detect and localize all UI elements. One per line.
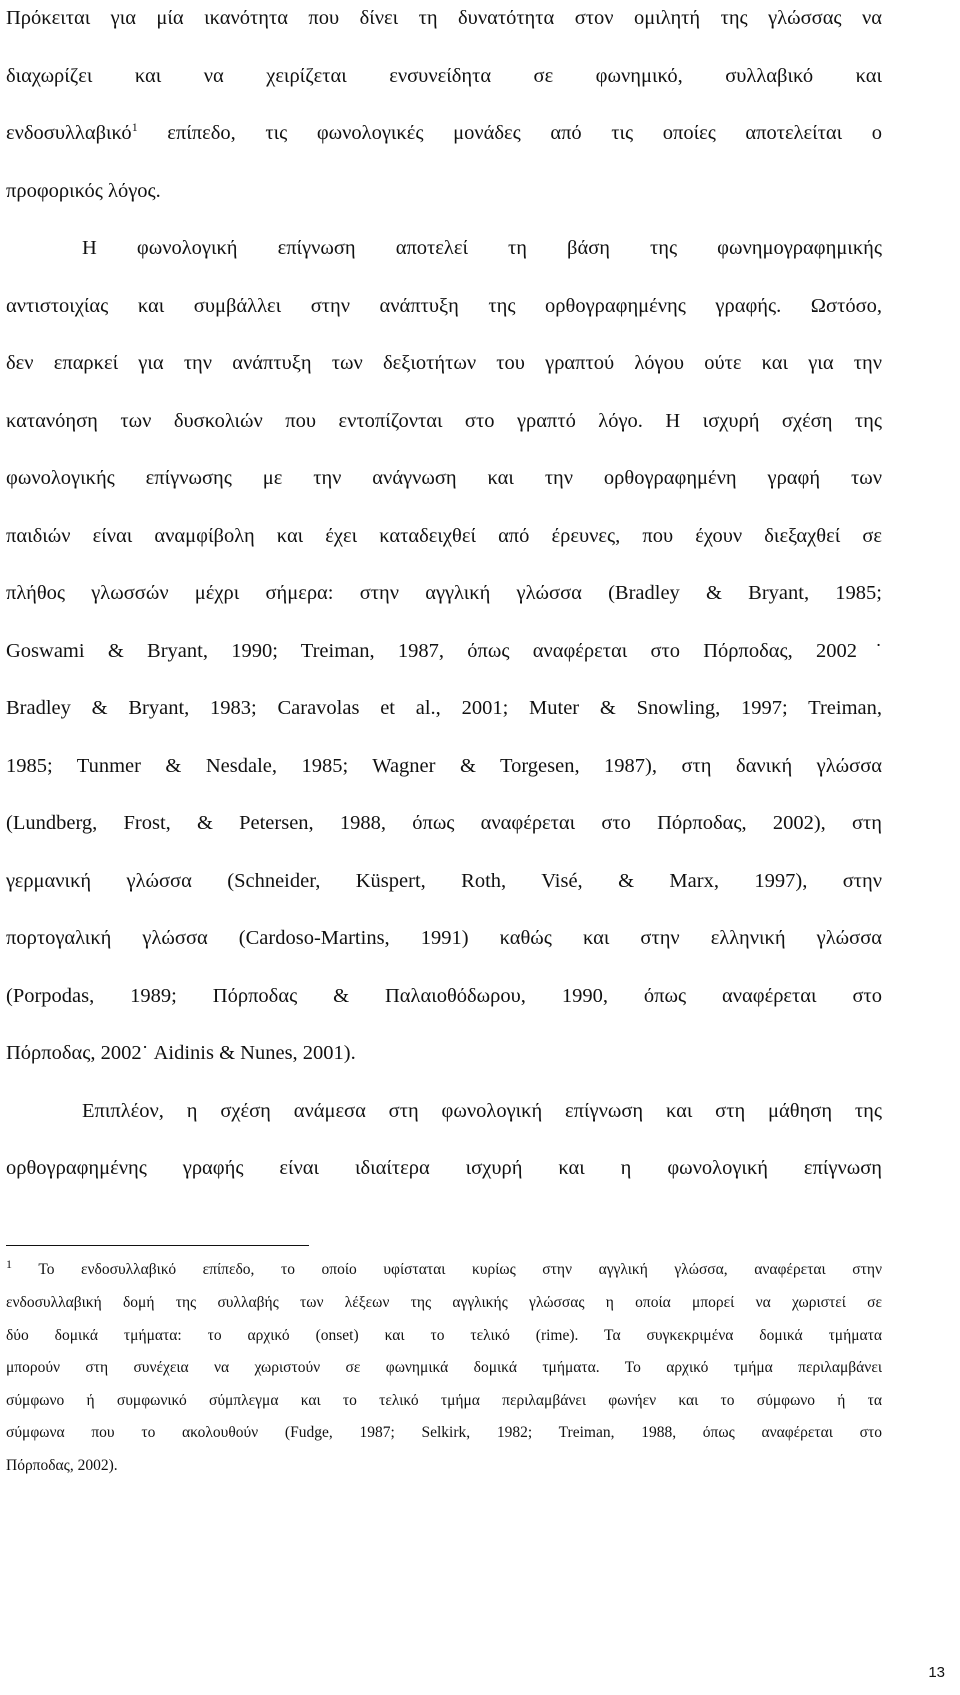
body-line-6: αντιστοιχίας και συμβάλλει στην ανάπτυξη της ορθογραφημένης γραφής. Ωστόσο,	[6, 295, 882, 317]
footnote-line-6: σύμφωνα που το ακολουθούν (Fudge, 1987; Selkirk, 1982; Treiman, 1988, όπως αναφέρεται στο	[6, 1424, 882, 1441]
body-line-11: πλήθος γλωσσών μέχρι σήμερα: στην αγγλική γλώσσα (Bradley & Bryant, 1985;	[6, 582, 882, 604]
body-line-3-start: ενδοσυλλαβικό	[6, 122, 132, 144]
footnote-line-4: μπορούν στη συνέχεια να χωριστούν σε φωνημικά δομικά τμήματα. Το αρχικό τμήμα περιλαμβάνει	[6, 1359, 882, 1376]
body-line-12: Goswami & Bryant, 1990; Treiman, 1987, όπως αναφέρεται στο Πόρποδας, 2002˙	[6, 640, 882, 662]
body-line-5: Η φωνολογική επίγνωση αποτελεί τη βάση της φωνημογραφημικής	[82, 237, 882, 259]
body-line-3-end: επίπεδο, τις φωνολογικές μονάδες από τις οποίες αποτελείται ο	[167, 122, 883, 144]
body-line-16: γερμανική γλώσσα (Schneider, Küspert, Roth, Visé, & Marx, 1997), στην	[6, 870, 882, 892]
body-line-15: (Lundberg, Frost, & Petersen, 1988, όπως αναφέρεται στο Πόρποδας, 2002), στη	[6, 812, 882, 834]
body-line-19: Πόρποδας, 2002˙ Aidinis & Nunes, 2001).	[6, 1042, 356, 1064]
footnote-line-3: δύο δομικά τμήματα: το αρχικό (onset) και το τελικό (rime). Τα συγκεκριμένα δομικά τμήματα	[6, 1327, 882, 1344]
body-line-7: δεν επαρκεί για την ανάπτυξη των δεξιοτήτων του γραπτού λόγου ούτε και για την	[6, 352, 882, 374]
footnote-separator	[6, 1245, 309, 1246]
body-line-13: Bradley & Bryant, 1983; Caravolas et al., 2001; Muter & Snowling, 1997; Treiman,	[6, 697, 882, 719]
body-line-8: κατανόηση των δυσκολιών που εντοπίζονται στο γραπτό λόγο. Η ισχυρή σχέση της	[6, 410, 882, 432]
page-number: 13	[928, 1664, 945, 1681]
footnote-line-2: ενδοσυλλαβική δομή της συλλαβής των λέξεων της αγγλικής γλώσσας η οποία μπορεί να χωριστεί σε	[6, 1294, 882, 1311]
footnote-line-5: σύμφωνο ή συμφωνικό σύμπλεγμα και το τελικό τμήμα περιλαμβάνει φωνήεν και το σύμφωνο ή τα	[6, 1392, 882, 1409]
body-line-20: Επιπλέον, η σχέση ανάμεσα στη φωνολογική επίγνωση και στη μάθηση της	[82, 1100, 882, 1122]
body-line-18: (Porpodas, 1989; Πόρποδας & Παλαιοθόδωρου, 1990, όπως αναφέρεται στο	[6, 985, 882, 1007]
body-line-14: 1985; Tunmer & Nesdale, 1985; Wagner & Torgesen, 1987), στη δανική γλώσσα	[6, 755, 882, 777]
body-line-1: Πρόκειται για μία ικανότητα που δίνει τη δυνατότητα στον ομιλητή της γλώσσας να	[6, 7, 882, 29]
body-line-21: ορθογραφημένης γραφής είναι ιδιαίτερα ισχυρή και η φωνολογική επίγνωση	[6, 1157, 882, 1179]
body-line-3	[6, 121, 882, 145]
footnote-reference: 1	[131, 120, 138, 135]
body-line-9: φωνολογικής επίγνωσης με την ανάγνωση και την ορθογραφημένη γραφή των	[6, 467, 882, 489]
footnote-line-7: Πόρποδας, 2002).	[6, 1457, 118, 1474]
footnote-marker: 1	[6, 1256, 12, 1271]
body-line-2: διαχωρίζει και να χειρίζεται ενσυνείδητα σε φωνημικό, συλλαβικό και	[6, 65, 882, 87]
footnote-line-1	[6, 1256, 882, 1280]
body-line-17: πορτογαλική γλώσσα (Cardoso-Martins, 1991) καθώς και στην ελληνική γλώσσα	[6, 927, 882, 949]
footnote-line-1-text: Το ενδοσυλλαβικό επίπεδο, το οποίο υφίσταται κυρίως στην αγγλική γλώσσα, αναφέρεται στην	[38, 1261, 882, 1278]
body-line-4: προφορικός λόγος.	[6, 180, 161, 202]
body-line-10: παιδιών είναι αναμφίβολη και έχει καταδειχθεί από έρευνες, που έχουν διεξαχθεί σε	[6, 525, 882, 547]
